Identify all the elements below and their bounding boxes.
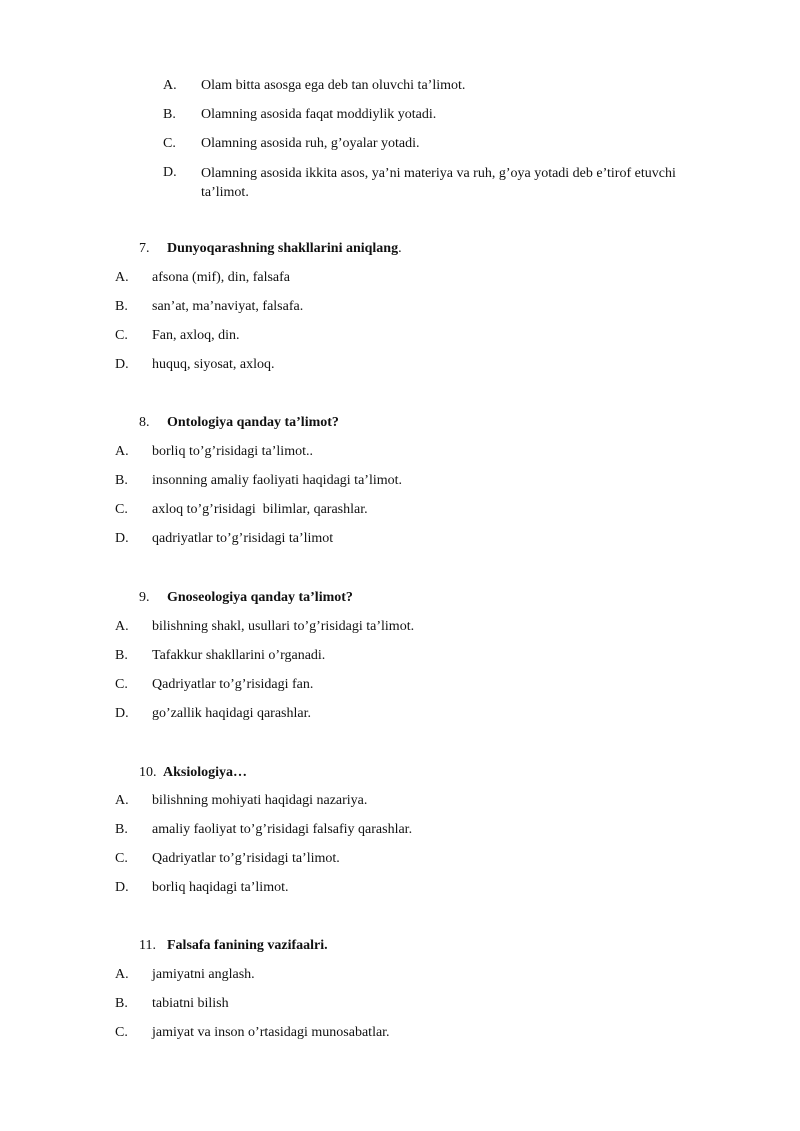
option-text: Qadriyatlar to’g’risidagi fan.: [152, 677, 314, 692]
option-text: Fan, axloq, din.: [152, 328, 240, 343]
question-number: 8.: [139, 415, 150, 430]
question-text: Gnoseologiya qanday ta’limot?: [167, 590, 353, 605]
question-number: 11.: [139, 938, 156, 953]
option-text: go’zallik haqidagi qarashlar.: [152, 706, 311, 721]
option-text: qadriyatlar to’g’risidagi ta’limot: [152, 531, 334, 546]
option-letter: C.: [115, 328, 128, 343]
question-number: 7.: [139, 241, 150, 256]
option-letter: C.: [115, 502, 128, 517]
option-letter: C.: [115, 851, 128, 866]
option-letter: A.: [115, 444, 129, 459]
option-text: bilishning shakl, usullari to’g’risidagi ta’limot.: [152, 619, 415, 634]
option-text: jamiyatni anglash.: [152, 967, 255, 982]
option-letter: B.: [115, 299, 128, 314]
option-text: Olamning asosida ikkita asos, ya’ni materiya va ruh, g’oya yotadi deb e’tirof etuvchi ta’limot.: [201, 166, 676, 200]
option-text: Tafakkur shakllarini o’rganadi.: [152, 648, 326, 663]
option-letter: B.: [115, 996, 128, 1011]
option-letter: B.: [163, 107, 176, 122]
question-text: Ontologiya qanday ta’limot?: [167, 415, 339, 430]
option-letter: A.: [115, 619, 129, 634]
option-letter: C.: [115, 1025, 128, 1040]
option-text: axloq to’g’risidagi bilimlar, qarashlar.: [152, 502, 368, 517]
option-letter: D.: [163, 165, 177, 180]
question-number: 10.: [139, 765, 157, 780]
option-text: borliq to’g’risidagi ta’limot..: [152, 444, 313, 459]
option-letter: A.: [115, 793, 129, 808]
option-letter: D.: [115, 531, 129, 546]
option-text: Olamning asosida ruh, g’oyalar yotadi.: [201, 136, 420, 151]
option-text: Olamning asosida faqat moddiylik yotadi.: [201, 107, 437, 122]
question-text: Dunyoqarashning shakllarini aniqlang.: [167, 241, 402, 256]
option-text: Qadriyatlar to’g’risidagi ta’limot.: [152, 851, 340, 866]
question-text: Aksiologiya…: [163, 765, 248, 780]
option-letter: B.: [115, 822, 128, 837]
option-letter: C.: [163, 136, 176, 151]
option-letter: D.: [115, 706, 129, 721]
option-letter: D.: [115, 357, 129, 372]
option-letter: A.: [115, 270, 129, 285]
option-letter: C.: [115, 677, 128, 692]
option-letter: B.: [115, 648, 128, 663]
option-text: borliq haqidagi ta’limot.: [152, 880, 289, 895]
option-text: bilishning mohiyati haqidagi nazariya.: [152, 793, 368, 808]
option-text: huquq, siyosat, axloq.: [152, 357, 275, 372]
option-letter: B.: [115, 473, 128, 488]
option-letter: D.: [115, 880, 129, 895]
option-text: Olam bitta asosga ega deb tan oluvchi ta’limot.: [201, 78, 466, 93]
option-text: insonning amaliy faoliyati haqidagi ta’limot.: [152, 473, 403, 488]
option-text: tabiatni bilish: [152, 996, 229, 1011]
option-text: san’at, ma’naviyat, falsafa.: [152, 299, 304, 314]
option-text: amaliy faoliyat to’g’risidagi falsafiy qarashlar.: [152, 822, 413, 837]
option-text: jamiyat va inson o’rtasidagi munosabatlar.: [152, 1025, 390, 1040]
option-text: afsona (mif), din, falsafa: [152, 270, 290, 285]
option-letter: A.: [163, 78, 177, 93]
question-text: Falsafa fanining vazifaalri.: [167, 938, 328, 953]
option-letter: A.: [115, 967, 129, 982]
question-number: 9.: [139, 590, 150, 605]
